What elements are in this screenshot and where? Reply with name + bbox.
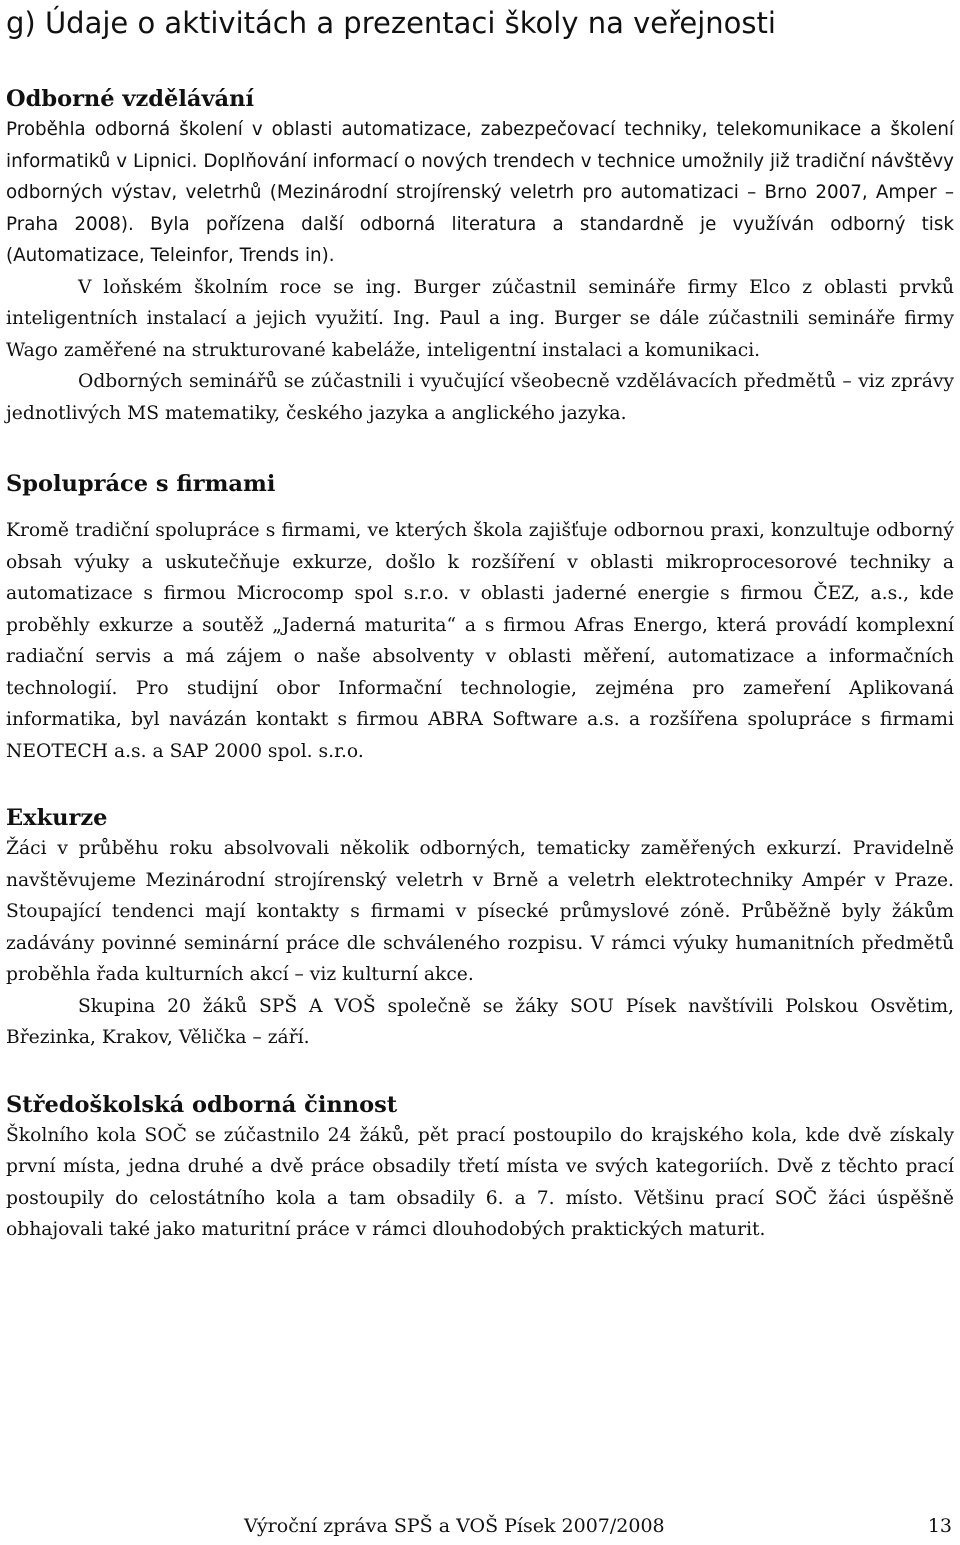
paragraph: Kromě tradiční spolupráce s firmami, ve kterých škola zajišťuje odbornou praxi, konzultuje odborný obsah výuky a uskutečňuje exkurze, došlo k rozšíření v oblasti mikroprocesorové techniky a automatizace s firmou Microcomp spol s.r.o. v oblasti jaderné energie s firmou ČEZ, a.s., kde proběhly exkurze a soutěž „Jaderná maturita“ a s firmou Afras Energo, která provádí komplexní radiační servis a má zájem o naše absolventy v oblasti měření, automatizace a informačních technologií. Pro studijní obor Informační technologie, zejména pro zameření Aplikovaná informatika, byl navázán kontakt s firmou ABRA Software a.s. a rozšířena spolupráce s firmami NEOTECH a.s. a SAP 2000 spol. s.r.o. — [6, 520, 954, 762]
footer-title: Výroční zpráva SPŠ a VOŠ Písek 2007/2008 — [244, 1515, 665, 1537]
paragraph: Žáci v průběhu roku absolvovali několik odborných, tematicky zaměřených exkurzí. Pravidelně navštěvujeme Mezinárodní strojírenský veletrh v Brně a veletrh elektrotechniky Ampér v Praze. Stoupající tendenci mají kontakty s firmami v písecké průmyslové zóně. Průběžně byly žákům zadávány povinné seminární práce dle schváleného rozpisu. V rámci výuky humanitních předmětů proběhla řada kulturních akcí – viz kulturní akce. — [6, 838, 954, 985]
page-number: 13 — [927, 1515, 952, 1537]
section-heading-stredoskolska-odborna-cinnost: Středoškolská odborná činnost — [6, 1091, 398, 1118]
page-title: g) Údaje o aktivitách a prezentaci školy na veřejnosti — [6, 6, 776, 40]
paragraph: Školního kola SOČ se zúčastnilo 24 žáků, pět prací postoupilo do krajského kola, kde dvě získaly první místa, jedna druhé a dvě práce obsadily třetí místa ve svých kategoriích. Dvě z těchto prací postoupily do celostátního kola a tam obsadily 6. a 7. místo. Většinu prací SOČ žáci úspěšně obhajovali také jako maturitní práce v rámci dlouhodobých praktických maturit. — [6, 1124, 954, 1240]
section-heading-odborne-vzdelavani: Odborné vzdělávání — [6, 86, 255, 112]
document-page — [6, 0, 954, 1246]
paragraph: Proběhla odborná školení v oblasti automatizace, zabezpečovací techniky, telekomunikace a školení informatiků v Lipnici. Doplňování informací o nových trendech v technice umožnily již tradiční návštěvy odborných výstav, veletrhů (Mezinárodní strojírenský veletrh pro automatizaci – Brno 2007, Amper – Praha 2008). Byla pořízena další odborná literatura a standardně je využíván odborný tisk (Automatizace, Teleinfor, Trends in). — [6, 119, 954, 266]
paragraph: V loňském školním roce se ing. Burger zúčastnil semináře firmy Elco z oblasti prvků inteligentních instalací a jejich využití. Ing. Paul a ing. Burger se dále zúčastnili semináře firmy Wago zaměřené na strukturované kabeláže, inteligentní instalaci a komunikaci. — [6, 276, 954, 361]
section-heading-exkurze: Exkurze — [6, 805, 108, 831]
section-heading-spoluprace-s-firmami: Spolupráce s firmami — [6, 471, 276, 497]
paragraph: Skupina 20 žáků SPŠ A VOŠ společně se žáky SOU Písek navštívili Polskou Osvětim, Březinka, Krakov, Vělička – září. — [6, 995, 954, 1048]
paragraph: Odborných seminářů se zúčastnili i vyučující všeobecně vzdělávacích předmětů – viz zprávy jednotlivých MS matematiky, českého jazyka a anglického jazyka. — [6, 371, 954, 424]
